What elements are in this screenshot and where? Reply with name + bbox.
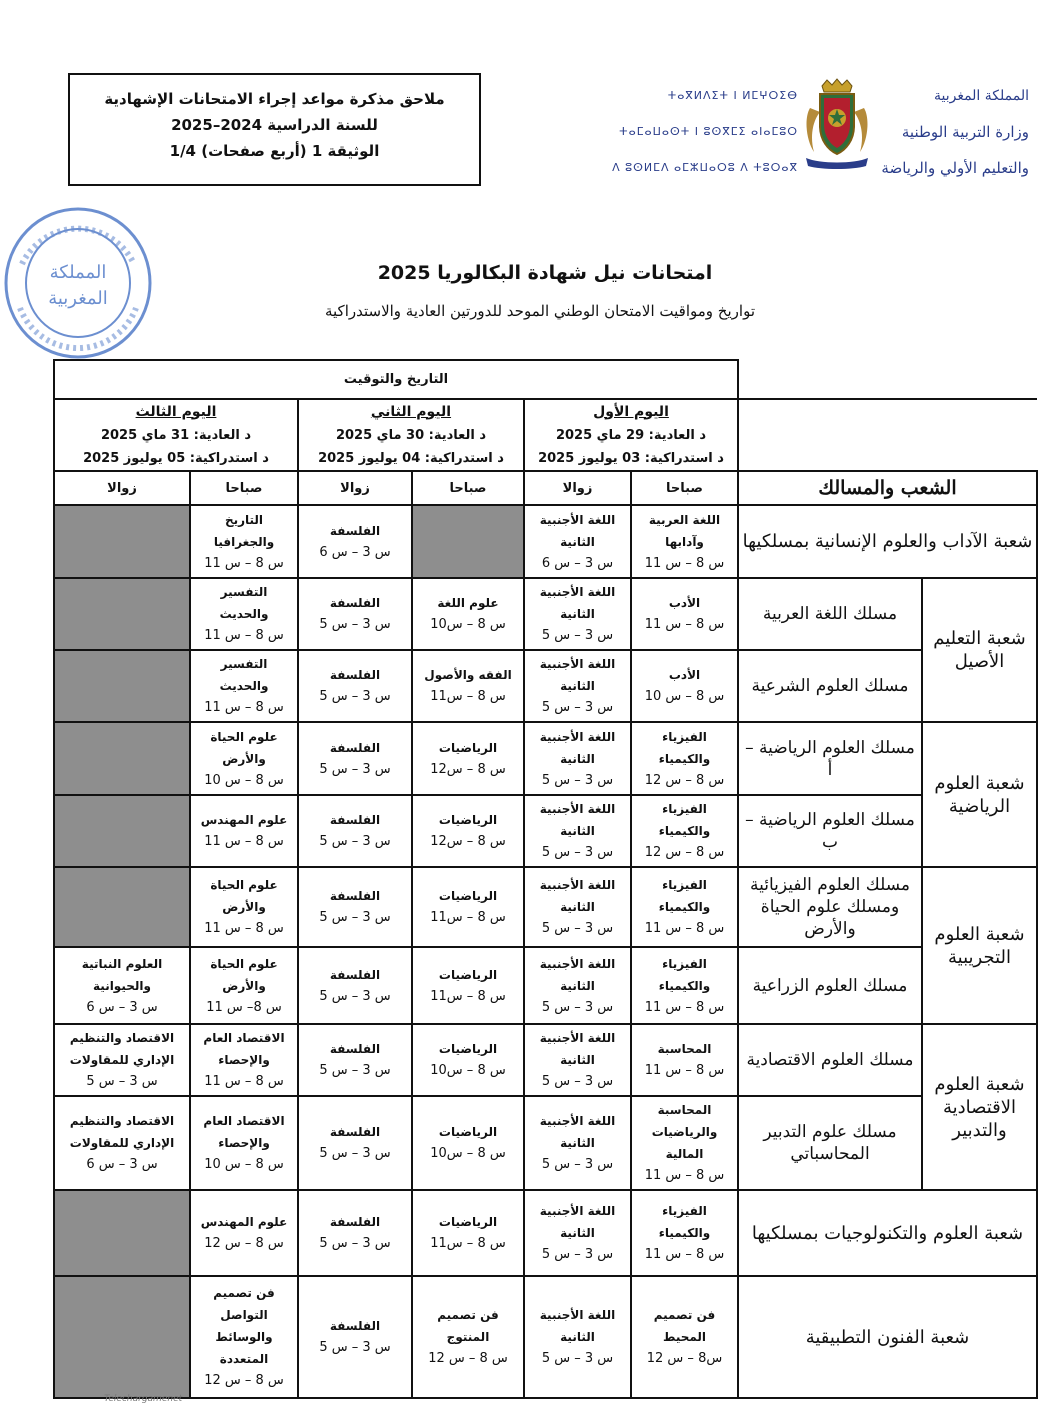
day-2-morning-exam [412, 650, 524, 722]
day-3-morning-exam [190, 1276, 298, 1398]
exam-time: س 8 – س11 [430, 689, 506, 704]
branch-group-name: شعبة العلوم الاقتصادية والتدبير [922, 1024, 1037, 1190]
day-1-afternoon-exam [524, 795, 631, 867]
exam-subject: والحيوانية [93, 978, 151, 993]
exam-time: س 3 – س 5 [541, 772, 614, 788]
day-1-normal-date: د العادية: 29 ماي 2025 [555, 427, 707, 443]
exam-subject: التفسير [220, 585, 268, 599]
day-2-morning-header: صباحا [412, 471, 524, 505]
table-row [54, 1024, 1037, 1096]
table-row [54, 650, 1037, 722]
exam-subject: علوم اللغة [437, 596, 499, 610]
day-3-morning-exam [190, 505, 298, 578]
table-row [54, 1096, 1037, 1190]
day-2-name: اليوم الثاني [370, 403, 452, 420]
exam-time: س 8 – س11 [430, 910, 506, 925]
day-2-morning-exam [412, 1190, 524, 1276]
exam-subject: والحديث [219, 607, 269, 621]
day-2-morning-exam [412, 578, 524, 650]
day-3-afternoon-exam [54, 1096, 190, 1190]
exam-subject: والكيمياء [658, 900, 711, 914]
track-name: مسلك العلوم الاقتصادية [738, 1024, 922, 1096]
exam-subject: فن تصميم [437, 1308, 499, 1322]
track-name: مسلك علوم التدبير المحاسباتي [738, 1096, 922, 1190]
exam-subject: المحاسبة [657, 1103, 712, 1117]
footer-note: Telechargamenet [104, 1394, 183, 1404]
day-3-morning-exam [190, 1096, 298, 1190]
exam-subject: اللغة الأجنبية [539, 585, 616, 599]
exam-subject: والكيمياء [658, 751, 711, 766]
day-1-header [524, 399, 738, 471]
exam-subject: علوم الحياة [210, 956, 278, 971]
day-3-afternoon-header: زوالا [54, 471, 190, 505]
day-1-morning-exam [631, 867, 738, 947]
day-1-morning-exam [631, 1190, 738, 1276]
day-3-catchup-date: د استدراكية: 05 يوليوز 2025 [83, 450, 269, 466]
blank-corner-2 [738, 399, 1037, 471]
exam-subject: الفلسفة [329, 668, 381, 682]
exam-time: س 3 – س 5 [541, 1074, 614, 1089]
stamp-line-2: المغربية [48, 288, 108, 309]
day-2-afternoon-exam [298, 795, 412, 867]
exam-subject: والأرض [222, 978, 266, 993]
day-1-morning-exam [631, 722, 738, 795]
exam-subject: الفلسفة [329, 523, 381, 538]
day-3-afternoon-exam [54, 947, 190, 1024]
exam-subject: الرياضيات [438, 889, 498, 903]
day-1-afternoon-exam [524, 650, 631, 722]
exam-subject: وآدابها [665, 534, 704, 549]
exam-subject: والكيمياء [658, 824, 711, 838]
exam-time: س 3 – س 5 [541, 921, 614, 936]
exam-time: س8 – س 12 [646, 1351, 723, 1366]
exam-subject: علوم المهندس [200, 1215, 288, 1229]
exam-subject: الفلسفة [329, 1215, 381, 1229]
ministry-name-tifinagh [612, 78, 798, 186]
exam-time: س 8 – س 11 [204, 921, 284, 936]
exam-subject: الفلسفة [329, 967, 381, 982]
exam-subject: الثانية [560, 534, 595, 549]
exam-time: س 3 – س 5 [541, 700, 614, 715]
day-3-morning-exam [190, 947, 298, 1024]
day-2-morning-exam [412, 1276, 524, 1398]
day-3-afternoon-no-exam [54, 650, 190, 722]
exam-time: س 3 – س 5 [319, 834, 391, 849]
exam-subject: والإحصاء [218, 1053, 270, 1067]
day-2-morning-exam [412, 722, 524, 795]
day-3-afternoon-no-exam [54, 1190, 190, 1276]
track-name: مسلك اللغة العربية [738, 578, 922, 650]
exam-time: س 8 – س 11 [204, 555, 284, 571]
exam-time: س 3 – س 6 [86, 1157, 158, 1172]
day-2-morning-exam [412, 1096, 524, 1190]
exam-subject: التاريخ [224, 512, 264, 527]
day-1-afternoon-exam [524, 1024, 631, 1096]
ministry-line-2: والتعليم الأولي والرياضة [881, 159, 1029, 177]
day-1-afternoon-exam [524, 1190, 631, 1276]
exam-subject: الإداري للمقاولات [69, 1053, 175, 1067]
day-2-catchup-date: د استدراكية: 04 يوليوز 2025 [318, 450, 504, 466]
day-3-name: اليوم الثالث [135, 403, 217, 420]
memo-line-2: للسنة الدراسية 2024–2025 [171, 116, 378, 134]
exam-time: س 8 – س 12 [204, 1373, 284, 1388]
page-title: امتحانات نيل شهادة البكالوريا 2025 [377, 262, 713, 284]
day-3-afternoon-no-exam [54, 1276, 190, 1398]
exam-time: س 8 – س 10 [644, 689, 725, 704]
exam-subject: الفيزياء [662, 878, 707, 892]
track-name: مسلك العلوم الزراعية [738, 947, 922, 1024]
exam-time: س 8 – س11 [430, 988, 506, 1004]
exam-subject: فن تصميم [653, 1308, 716, 1322]
day-3-afternoon-no-exam [54, 722, 190, 795]
exam-subject: الثانية [560, 1136, 595, 1150]
exam-time: س 3 – س 5 [319, 988, 391, 1004]
exam-subject: اللغة الأجنبية [539, 657, 616, 671]
day-2-morning-no-exam [412, 505, 524, 578]
exam-subject: علوم الحياة [210, 729, 278, 744]
track-name: مسلك العلوم الفيزيائية ومسلك علوم الحياة والأرض [738, 867, 922, 947]
exam-time: س 3 – س 6 [319, 544, 391, 560]
exam-subject: اللغة الأجنبية [539, 802, 616, 816]
exam-subject: الرياضيات [438, 813, 498, 827]
day-3-afternoon-no-exam [54, 505, 190, 578]
table-row [54, 1276, 1037, 1398]
exam-time: س 3 – س 5 [86, 1074, 158, 1089]
exam-time: س 3 – س 5 [319, 761, 391, 777]
day-2-afternoon-exam [298, 1096, 412, 1190]
day-2-afternoon-exam [298, 578, 412, 650]
track-name: مسلك العلوم الشرعية [738, 650, 922, 722]
memo-box [68, 73, 481, 186]
exam-subject: الإداري للمقاولات [69, 1136, 175, 1150]
exam-schedule-table [53, 359, 1038, 1399]
day-1-morning-exam [631, 1024, 738, 1096]
official-stamp-icon [2, 204, 154, 362]
day-1-afternoon-exam [524, 1276, 631, 1398]
day-3-morning-exam [190, 795, 298, 867]
exam-subject: الثانية [560, 751, 595, 766]
blank-corner [738, 360, 1037, 399]
table-row [54, 722, 1037, 795]
day-3-header [54, 399, 298, 471]
exam-subject: علوم المهندس [200, 813, 288, 827]
day-1-afternoon-exam [524, 1096, 631, 1190]
day-1-afternoon-exam [524, 867, 631, 947]
exam-subject: المتعددة [219, 1352, 269, 1366]
ministry-name-arabic [829, 78, 1029, 186]
exam-time: س 3 – س 5 [319, 910, 391, 925]
exam-subject: المنتوج [446, 1330, 490, 1344]
exam-subject: فن تصميم [213, 1286, 275, 1300]
exam-time: س 8 – س 12 [644, 845, 725, 860]
day-1-catchup-date: د استدراكية: 03 يوليوز 2025 [538, 450, 724, 466]
exam-time: س 3 – س 5 [541, 1351, 614, 1366]
day-1-morning-exam [631, 650, 738, 722]
day-2-morning-exam [412, 867, 524, 947]
exam-time: س 8 – س 11 [204, 1074, 284, 1089]
exam-subject: الفيزياء [662, 729, 707, 744]
day-1-afternoon-exam [524, 722, 631, 795]
table-row [54, 578, 1037, 650]
exam-subject: المحيط [662, 1330, 707, 1344]
day-1-morning-header: صباحا [631, 471, 738, 505]
exam-subject: الاقتصاد العام [203, 1031, 285, 1045]
memo-line-3: الوثيقة 1 (أربع صفحات) 1/4 [169, 142, 380, 160]
exam-time: س 3 – س 5 [319, 1340, 391, 1355]
datetime-header: التاريخ والتوقيت [54, 360, 738, 399]
branch-name: شعبة الفنون التطبيقية [738, 1276, 1037, 1398]
day-2-afternoon-exam [298, 947, 412, 1024]
day-1-morning-exam [631, 505, 738, 578]
exam-time: س 3 – س 6 [541, 555, 614, 571]
day-2-normal-date: د العادية: 30 ماي 2025 [335, 427, 487, 443]
exam-subject: التواصل [220, 1308, 268, 1322]
exam-subject: اللغة الأجنبية [539, 1031, 616, 1045]
exam-time: س 8 – س 11 [204, 628, 284, 643]
exam-subject: الفلسفة [329, 813, 381, 827]
exam-time: س 3 – س 5 [319, 1146, 391, 1161]
exam-subject: الرياضيات [438, 1042, 498, 1056]
exam-time: س 8 – س10 [430, 1146, 506, 1161]
exam-subject: الفيزياء [662, 956, 707, 971]
exam-time: س 3 – س 5 [541, 628, 614, 643]
exam-subject: والجغرافيا [213, 534, 275, 549]
exam-subject: التفسير [220, 657, 268, 671]
exam-time: س 8 – س 12 [428, 1351, 508, 1366]
exam-subject: الاقتصاد العام [203, 1114, 285, 1128]
exam-subject: الفقه والأصول [424, 668, 512, 682]
day-3-normal-date: د العادية: 31 ماي 2025 [100, 427, 252, 443]
exam-subject: الاقتصاد والتنظيم [69, 1114, 175, 1128]
exam-time: س 8 – س 10 [204, 772, 284, 788]
exam-time: س 3 – س 5 [319, 689, 391, 704]
track-name: مسلك العلوم الرياضية – ب [738, 795, 922, 867]
exam-subject: والإحصاء [218, 1136, 270, 1150]
exam-subject: اللغة الأجنبية [539, 878, 616, 892]
exam-subject: الفيزياء [662, 1204, 707, 1218]
exam-time: س 8 – س 10 [204, 1157, 284, 1172]
day-1-afternoon-exam [524, 505, 631, 578]
exam-time: س 8 – س 11 [644, 1168, 725, 1183]
exam-subject: اللغة الأجنبية [539, 729, 616, 744]
exam-subject: والأرض [222, 751, 266, 766]
exam-subject: الثانية [560, 824, 595, 838]
day-3-morning-exam [190, 722, 298, 795]
day-1-afternoon-header: زوالا [524, 471, 631, 505]
exam-time: س 3 – س 5 [541, 1247, 614, 1262]
exam-subject: اللغة الأجنبية [539, 1204, 616, 1218]
day-1-morning-exam [631, 578, 738, 650]
exam-subject: الثانية [560, 679, 595, 693]
exam-subject: اللغة العربية [648, 512, 721, 527]
day-2-afternoon-exam [298, 867, 412, 947]
exam-time: س 3 – س 5 [319, 1236, 391, 1251]
ministry-tf-line-1: ⵜⴰⴳⵍⴷⵉⵜ ⵏ ⵍⵎⵖⵔⵉⴱ [667, 89, 798, 102]
exam-time: س 8 – س 11 [644, 617, 725, 632]
exam-subject: الأدب [668, 668, 701, 682]
exam-time: س 8 – س 11 [204, 700, 284, 715]
exam-subject: اللغة الأجنبية [539, 956, 616, 971]
branch-group-name: شعبة التعليم الأصيل [922, 578, 1037, 722]
branch-name: شعبة الآداب والعلوم الإنسانية بمسلكيها [738, 505, 1037, 578]
exam-subject: اللغة الأجنبية [539, 512, 616, 527]
exam-subject: الثانية [560, 900, 595, 914]
day-1-morning-exam [631, 1096, 738, 1190]
exam-subject: الفيزياء [662, 802, 707, 816]
exam-time: س 8 – س12 [430, 834, 506, 849]
branches-header: الشعب والمسالك [738, 471, 1037, 505]
day-3-morning-exam [190, 650, 298, 722]
day-3-afternoon-no-exam [54, 578, 190, 650]
exam-subject: الاقتصاد والتنظيم [69, 1031, 175, 1045]
day-3-morning-exam [190, 867, 298, 947]
exam-subject: اللغة الأجنبية [539, 1308, 616, 1322]
exam-time: س 3 – س 6 [86, 999, 158, 1015]
day-1-afternoon-exam [524, 947, 631, 1024]
exam-subject: والحديث [219, 679, 269, 693]
exam-subject: الثانية [560, 978, 595, 993]
exam-subject: الثانية [560, 1226, 595, 1240]
exam-subject: اللغة الأجنبية [539, 1114, 616, 1128]
exam-subject: الفلسفة [329, 1125, 381, 1139]
exam-subject: الفلسفة [329, 1319, 381, 1333]
ministry-line-1: وزارة التربية الوطنية [901, 123, 1029, 141]
day-3-morning-exam [190, 1190, 298, 1276]
day-1-morning-exam [631, 1276, 738, 1398]
day-3-morning-exam [190, 578, 298, 650]
exam-time: س 3 – س 5 [541, 999, 614, 1015]
exam-time: س 8 – س 11 [644, 999, 725, 1015]
exam-subject: والوسائط [215, 1330, 273, 1344]
branch-group-name: شعبة العلوم الرياضية [922, 722, 1037, 867]
exam-subject: الفلسفة [329, 740, 381, 755]
exam-subject: الفلسفة [329, 1042, 381, 1056]
exam-subject: الرياضيات [438, 967, 498, 982]
exam-time: س 3 – س 5 [319, 617, 391, 632]
day-2-morning-exam [412, 1024, 524, 1096]
day-2-morning-exam [412, 795, 524, 867]
exam-time: س 8 – س 12 [204, 1236, 284, 1251]
exam-subject: الرياضيات [438, 1215, 498, 1229]
exam-time: س 8 – س 11 [644, 1247, 725, 1262]
exam-time: س 8 – س11 [430, 1236, 506, 1251]
stamp-line-1: المملكة [49, 262, 107, 283]
exam-time: س 8 – س 11 [644, 921, 725, 936]
exam-time: س 3 – س 5 [541, 1157, 614, 1172]
branch-name: شعبة العلوم والتكنولوجيات بمسلكيها [738, 1190, 1037, 1276]
day-1-name: اليوم الأول [593, 403, 669, 420]
day-3-afternoon-exam [54, 1024, 190, 1096]
exam-subject: الرياضيات [438, 1125, 498, 1139]
exam-time: س 3 – س 5 [319, 1063, 391, 1078]
day-3-afternoon-no-exam [54, 795, 190, 867]
ministry-tf-line-2: ⵜⴰⵎⴰⵡⴰⵙⵜ ⵏ ⵓⵙⴳⵎⵉ ⴰⵏⴰⵎⵓⵔ [619, 125, 798, 138]
exam-time: س 3 – س 5 [541, 845, 614, 860]
day-3-morning-exam [190, 1024, 298, 1096]
day-3-afternoon-no-exam [54, 867, 190, 947]
day-1-afternoon-exam [524, 578, 631, 650]
exam-subject: الثانية [560, 1053, 595, 1067]
table-row [54, 1190, 1037, 1276]
exam-subject: الثانية [560, 1330, 595, 1344]
memo-line-1: ملاحق مذكرة مواعد إجراء الامتحانات الإشهادية [104, 90, 445, 108]
track-name: مسلك العلوم الرياضية – أ [738, 722, 922, 795]
day-1-morning-exam [631, 947, 738, 1024]
day-2-afternoon-exam [298, 1024, 412, 1096]
day-2-afternoon-exam [298, 722, 412, 795]
exam-subject: والرياضيات [651, 1125, 718, 1139]
exam-time: س 8 – س 11 [644, 555, 725, 571]
day-2-afternoon-exam [298, 1276, 412, 1398]
table-row [54, 947, 1037, 1024]
exam-subject: العلوم النباتية [81, 956, 163, 971]
exam-time: س 8– س 11 [206, 999, 282, 1015]
day-2-afternoon-exam [298, 505, 412, 578]
exam-subject: الثانية [560, 607, 595, 621]
day-2-afternoon-exam [298, 1190, 412, 1276]
exam-time: س 8 – س10 [430, 1063, 506, 1078]
exam-subject: الرياضيات [438, 740, 498, 755]
day-2-header [298, 399, 524, 471]
exam-subject: الفلسفة [329, 889, 381, 903]
kingdom-name: المملكة المغربية [933, 88, 1029, 104]
table-row [54, 867, 1037, 947]
page-subtitle: تواريخ ومواقيت الامتحان الوطني الموحد للدورتين العادية والاستدراكية [324, 302, 755, 320]
day-3-morning-header: صباحا [190, 471, 298, 505]
exam-subject: والكيمياء [658, 978, 711, 993]
exam-time: س 8 – س 11 [644, 1063, 725, 1078]
exam-time: س 8 – س12 [430, 761, 506, 777]
exam-subject: والكيمياء [658, 1226, 711, 1240]
exam-time: س 8 – س10 [430, 617, 506, 632]
exam-subject: الأدب [668, 596, 701, 610]
exam-time: س 8 – س 12 [644, 772, 725, 788]
day-2-afternoon-exam [298, 650, 412, 722]
exam-subject: المالية [665, 1147, 704, 1161]
ministry-tf-line-3: ⴷ ⵓⵙⵍⵎⴷ ⴰⵎⵣⵡⴰⵔⵓ ⴷ ⵜⵓⵔⴰⴳ [612, 161, 798, 174]
exam-subject: الفلسفة [329, 596, 381, 610]
exam-subject: المحاسبة [657, 1042, 712, 1056]
table-row [54, 795, 1037, 867]
exam-time: س 8 – س 11 [204, 834, 284, 849]
exam-subject: والأرض [222, 900, 266, 914]
day-1-morning-exam [631, 795, 738, 867]
branches-header-row [54, 471, 1037, 505]
exam-subject: علوم الحياة [210, 878, 278, 892]
day-2-morning-exam [412, 947, 524, 1024]
branch-group-name: شعبة العلوم التجريبية [922, 867, 1037, 1024]
day-2-afternoon-header: زوالا [298, 471, 412, 505]
table-row [54, 505, 1037, 578]
